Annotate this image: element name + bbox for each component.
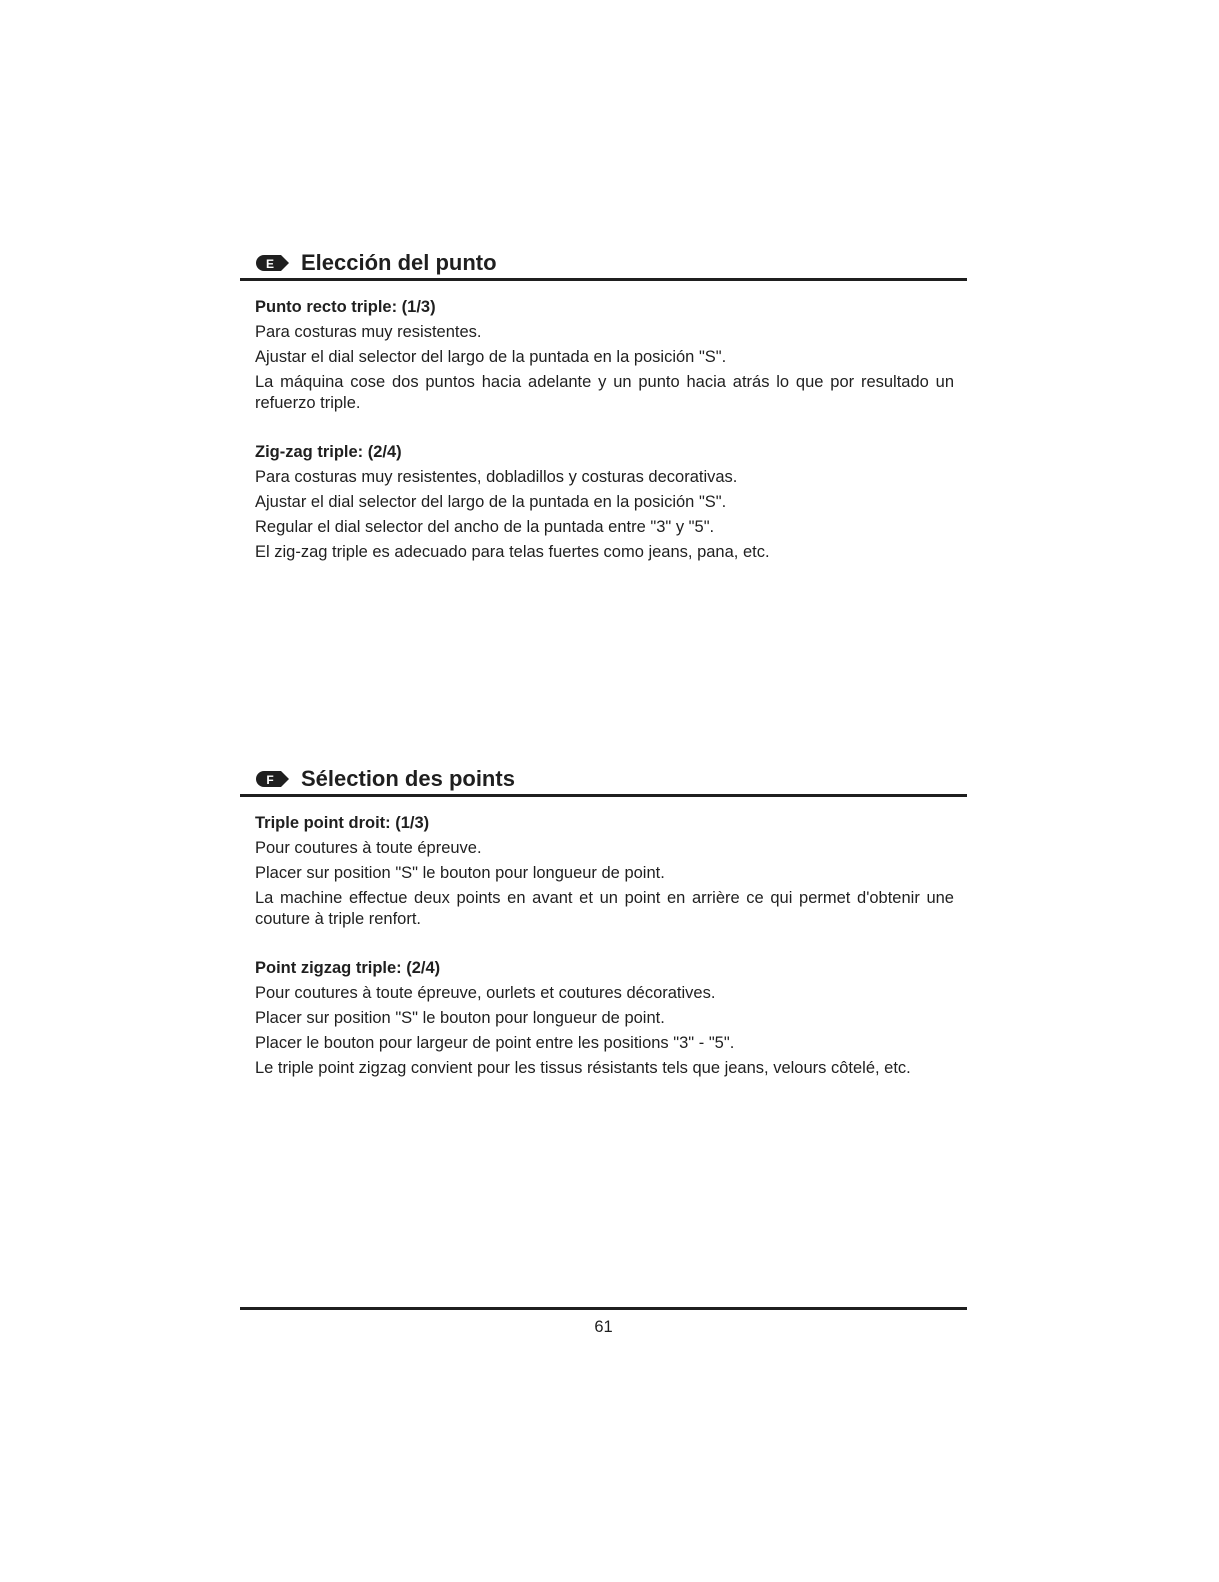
language-badge-letter: F	[266, 773, 274, 787]
language-badge-letter: E	[265, 257, 275, 271]
section-header	[240, 248, 967, 281]
paragraph: Ajustar el dial selector del largo de la puntada en la posición "S".	[255, 348, 727, 366]
subsection-title: Punto recto triple: (1/3)	[255, 298, 436, 316]
section-title: Elección del punto	[301, 250, 497, 275]
paragraph: Ajustar el dial selector del largo de la puntada en la posición "S".	[255, 493, 727, 511]
paragraph: Placer sur position "S" le bouton pour longueur de point.	[255, 864, 665, 882]
paragraph: Placer le bouton pour largeur de point entre les positions "3" - "5".	[255, 1034, 735, 1052]
page-number: 61	[594, 1318, 613, 1336]
section-french	[240, 764, 967, 1083]
footer-divider	[240, 1307, 967, 1310]
section-spanish	[240, 248, 967, 567]
paragraph: El zig-zag triple es adecuado para telas fuertes como jeans, pana, etc.	[255, 543, 770, 561]
section-content	[240, 281, 967, 563]
paragraph: Para costuras muy resistentes.	[255, 323, 482, 341]
subsection-title: Triple point droit: (1/3)	[255, 814, 430, 832]
paragraph: Pour coutures à toute épreuve.	[255, 839, 482, 857]
language-badge-icon	[255, 254, 291, 272]
paragraph: Placer sur position "S" le bouton pour longueur de point.	[255, 1009, 665, 1027]
section-header	[240, 764, 967, 797]
paragraph: Regular el dial selector del ancho de la puntada entre "3" y "5".	[255, 518, 715, 536]
subsection-title: Point zigzag triple: (2/4)	[255, 959, 441, 977]
section-content	[240, 797, 967, 1079]
paragraph: La machine effectue deux points en avant et un point en arrière ce qui permet d'obtenir une couture à triple renfort.	[255, 889, 954, 928]
section-title: Sélection des points	[301, 766, 515, 791]
paragraph: La máquina cose dos puntos hacia adelante y un punto hacia atrás lo que por resultado un refuerzo triple.	[255, 373, 954, 412]
language-badge-icon	[255, 770, 291, 788]
paragraph: Para costuras muy resistentes, dobladillos y costuras decorativas.	[255, 468, 738, 486]
paragraph: Pour coutures à toute épreuve, ourlets et coutures décoratives.	[255, 984, 716, 1002]
subsection-title: Zig-zag triple: (2/4)	[255, 443, 402, 461]
paragraph: Le triple point zigzag convient pour les tissus résistants tels que jeans, velours côtelé, etc.	[255, 1059, 911, 1077]
